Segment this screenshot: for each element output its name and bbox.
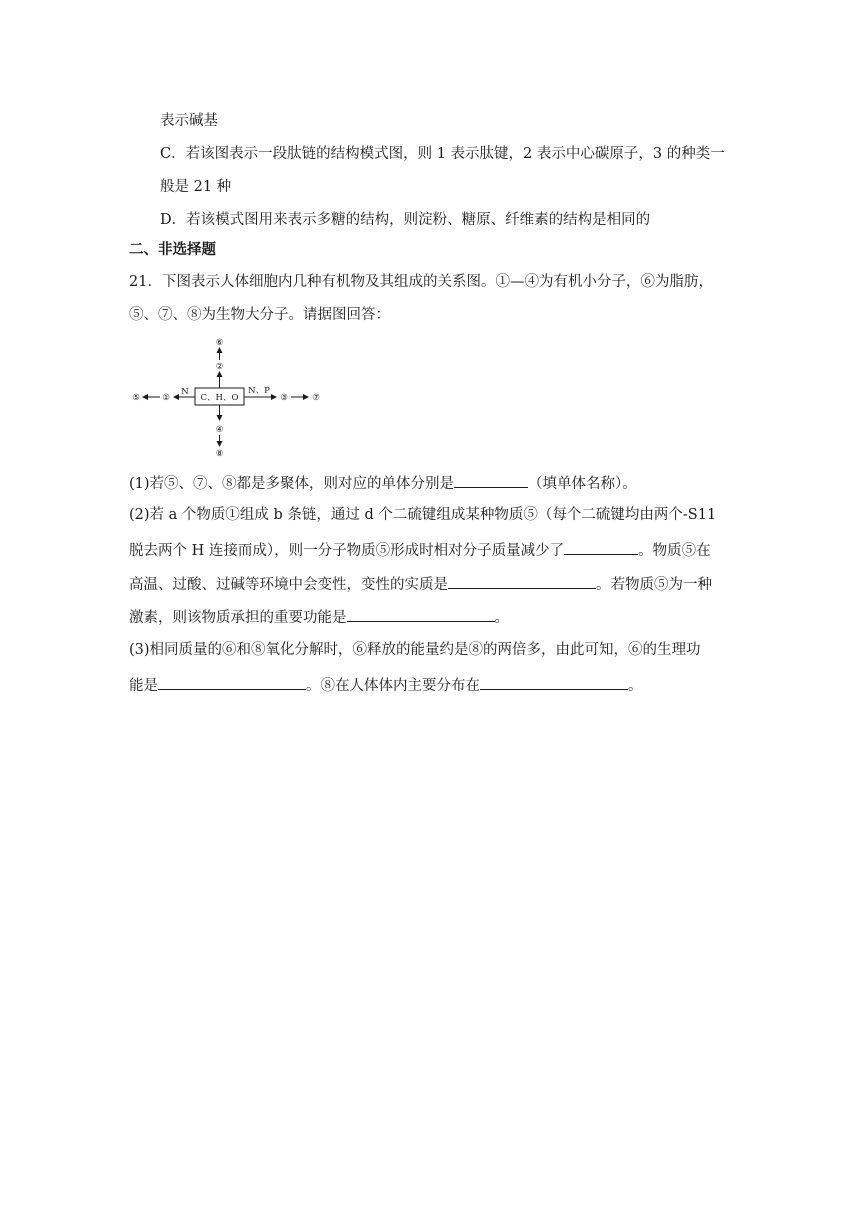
part-2-line-2-text-a: 脱去两个 H 连接而成），则一分子物质⑤形成时相对分子质量减少了 [129,543,565,559]
question-21-line-2: ⑤、⑦、⑧为生物大分子。请据图回答： [129,307,390,323]
part-2-line-4 [129,606,509,628]
part-3-line-2-text-a: 能是 [129,678,158,694]
answer-blank-4[interactable] [347,606,495,622]
part-2-line-3 [129,573,712,595]
part-3-line-1: (3)相同质量的⑥和⑧氧化分解时，⑥释放的能量约是⑧的两倍多，由此可知，⑥的生理功 [129,642,701,658]
part-2-line-1: (2)若 a 个物质①组成 b 条链，通过 d 个二硫键组成某种物质⑤（每个二硫键均由两个-S11 [129,507,717,523]
center-label: C、H、O [200,393,239,403]
node-right-end: ⑦ [312,393,320,403]
question-21-line-1: 21．下图表示人体细胞内几种有机物及其组成的关系图。①—④为有机小分子，⑥为脂肪， [129,274,713,290]
part-3-line-2-text-b: 。⑧在人体体内主要分布在 [306,678,480,694]
label-left: N [181,387,189,397]
option-d: D．若该模式图用来表示多糖的结构，则淀粉、糖原、纤维素的结构是相同的 [160,212,651,228]
option-c-line-1: C．若该图表示一段肽链的结构模式图，则 1 表示肽键，2 表示中心碳原子，3 的种类一 [160,146,725,162]
answer-blank-6[interactable] [480,674,628,690]
label-right: N、P [248,386,270,396]
part-3-line-2-text-c: 。 [628,678,643,694]
part-2-line-3-text-b: 。若物质⑤为一种 [596,577,712,593]
option-c-line-2: 般是 21 种 [160,179,232,195]
part-1-text-a: (1)若⑤、⑦、⑧都是多聚体，则对应的单体分别是 [129,476,455,492]
node-left-mid: ① [162,393,170,403]
part-2-line-2 [129,539,711,561]
part-1-text-b: （填单体名称）。 [528,476,637,492]
diagram-svg [128,332,328,458]
option-b-tail: 表示碱基 [160,113,218,129]
node-top-mid: ② [215,362,224,372]
part-3-line-2 [129,674,643,696]
answer-blank-5[interactable] [158,674,306,690]
part-2-line-4-text-b: 。 [494,610,509,626]
part-1 [129,472,637,494]
node-top-end: ⑥ [215,338,224,348]
answer-blank-2[interactable] [564,539,638,555]
part-2-line-3-text-a: 高温、过酸、过碱等环境中会变性，变性的实质是 [129,577,448,593]
answer-blank-3[interactable] [448,573,596,589]
section-title: 二、非选择题 [129,242,216,258]
part-2-line-2-text-b: 。物质⑤在 [638,543,711,559]
answer-blank-1[interactable] [454,472,528,488]
node-left-end: ⑤ [132,393,140,403]
node-bottom-mid: ④ [215,425,224,435]
part-2-line-4-text-a: 激素，则该物质承担的重要功能是 [129,610,347,626]
node-bottom-end: ⑧ [215,449,224,458]
composition-diagram [128,332,328,458]
node-right-mid: ③ [280,393,288,403]
